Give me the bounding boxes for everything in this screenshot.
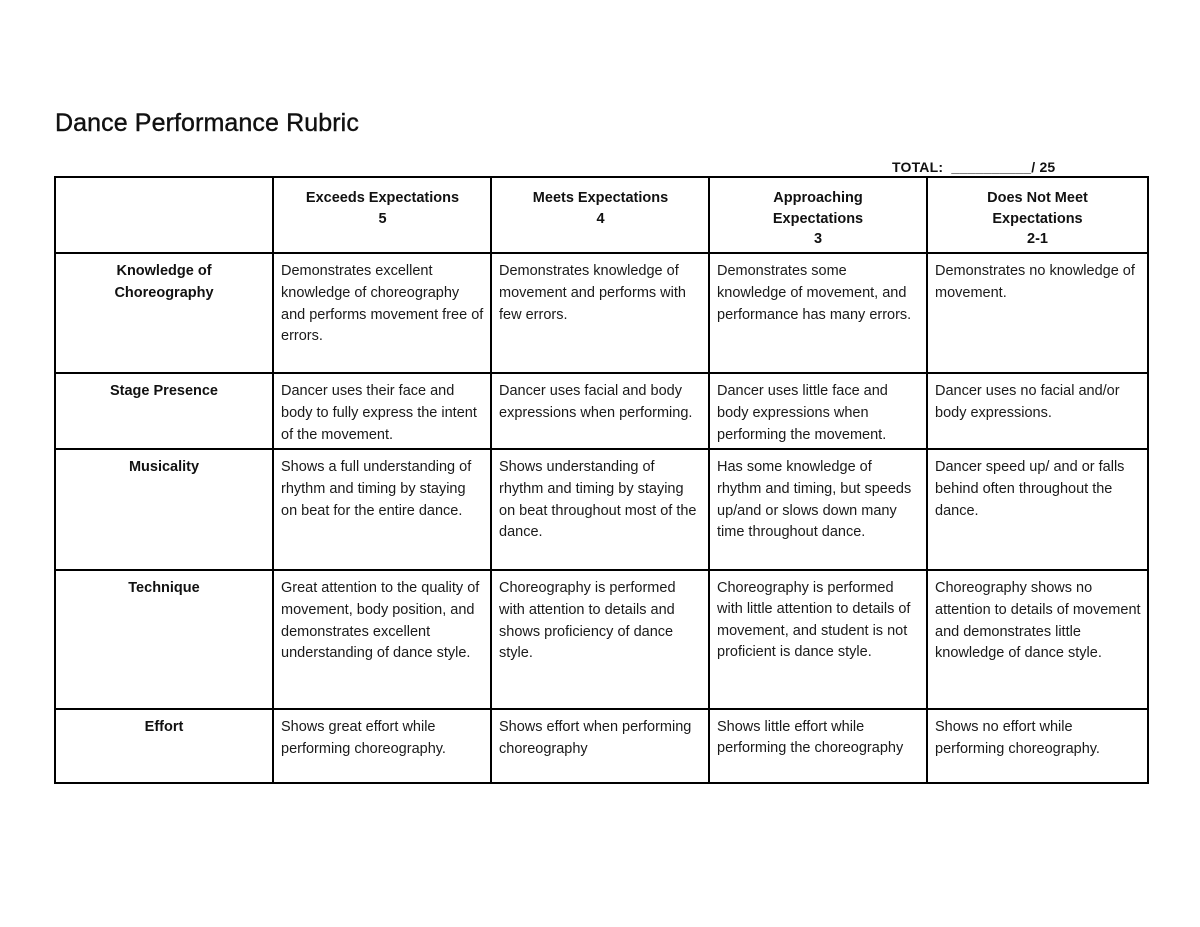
level-label: Exceeds Expectations: [305, 190, 460, 206]
level-score: 3: [813, 231, 823, 247]
rubric-table: [54, 176, 1149, 784]
table-row: [55, 449, 1148, 570]
rubric-cell: Shows effort when performing choreography: [491, 709, 709, 783]
table-row: [55, 709, 1148, 783]
table-row: [55, 253, 1148, 373]
rubric-cell: Dancer uses their face and body to fully express the intent of the movement.: [273, 373, 491, 449]
rubric-cell: Demonstrates excellent knowledge of choreography and performs movement free of errors.: [273, 253, 491, 373]
level-score: 4: [596, 210, 605, 227]
rubric-cell: Demonstrates knowledge of movement and performs with few errors.: [491, 253, 709, 373]
level-label: Meets Expectations: [532, 190, 669, 206]
total-score-line: TOTAL: __________/ 25: [892, 159, 1056, 175]
rubric-cell: Shows a full understanding of rhythm and timing by staying on beat for the entire dance.: [273, 449, 491, 570]
corner-cell: [55, 177, 273, 253]
rubric-cell: Demonstrates no knowledge of movement.: [927, 253, 1148, 373]
header-row: [55, 177, 1148, 253]
criterion-technique: Technique: [55, 570, 273, 709]
table-row: [55, 570, 1148, 709]
criterion-stage-presence: Stage Presence: [55, 373, 273, 449]
rubric-cell: Dancer uses facial and body expressions when performing.: [491, 373, 709, 449]
level-header-does-not-meet: [927, 177, 1148, 253]
level-header-meets: [491, 177, 709, 253]
rubric-cell: Shows no effort while performing choreography.: [927, 709, 1148, 783]
table-row: [55, 373, 1148, 449]
rubric-cell: Dancer uses little face and body expressions when performing the movement.: [709, 373, 927, 449]
rubric-cell: Shows great effort while performing choreography.: [273, 709, 491, 783]
rubric-cell: Choreography is performed with little attention to details of movement, and student is not proficient is dance style.: [709, 570, 927, 709]
page-title: Dance Performance Rubric: [55, 109, 359, 137]
level-header-approaching: [709, 177, 927, 253]
rubric-cell: Choreography shows no attention to details of movement and demonstrates little knowledge of dance style.: [927, 570, 1148, 709]
level-label: Does Not Meet Expectations: [987, 190, 1088, 227]
level-header-exceeds: [273, 177, 491, 253]
rubric-cell: Great attention to the quality of movement, body position, and demonstrates excellent understanding of dance style.: [273, 570, 491, 709]
rubric-cell: Choreography is performed with attention to details and shows proficiency of dance style.: [491, 570, 709, 709]
rubric-cell: Demonstrates some knowledge of movement, and performance has many errors.: [709, 253, 927, 373]
criterion-effort: Effort: [55, 709, 273, 783]
rubric-cell: Dancer speed up/ and or falls behind often throughout the dance.: [927, 449, 1148, 570]
criterion-musicality: Musicality: [55, 449, 273, 570]
level-score: 5: [378, 210, 387, 227]
rubric-cell: Dancer uses no facial and/or body expressions.: [927, 373, 1148, 449]
rubric-cell: Shows understanding of rhythm and timing by staying on beat throughout most of the dance.: [491, 449, 709, 570]
criterion-knowledge: Knowledge of Choreography: [55, 253, 273, 373]
level-label: Approaching Expectations: [772, 190, 864, 227]
rubric-cell: Has some knowledge of rhythm and timing, but speeds up/and or slows down many time throughout dance.: [709, 449, 927, 570]
rubric-cell: Shows little effort while performing the choreography: [709, 709, 927, 783]
level-score: 2-1: [1027, 231, 1048, 247]
